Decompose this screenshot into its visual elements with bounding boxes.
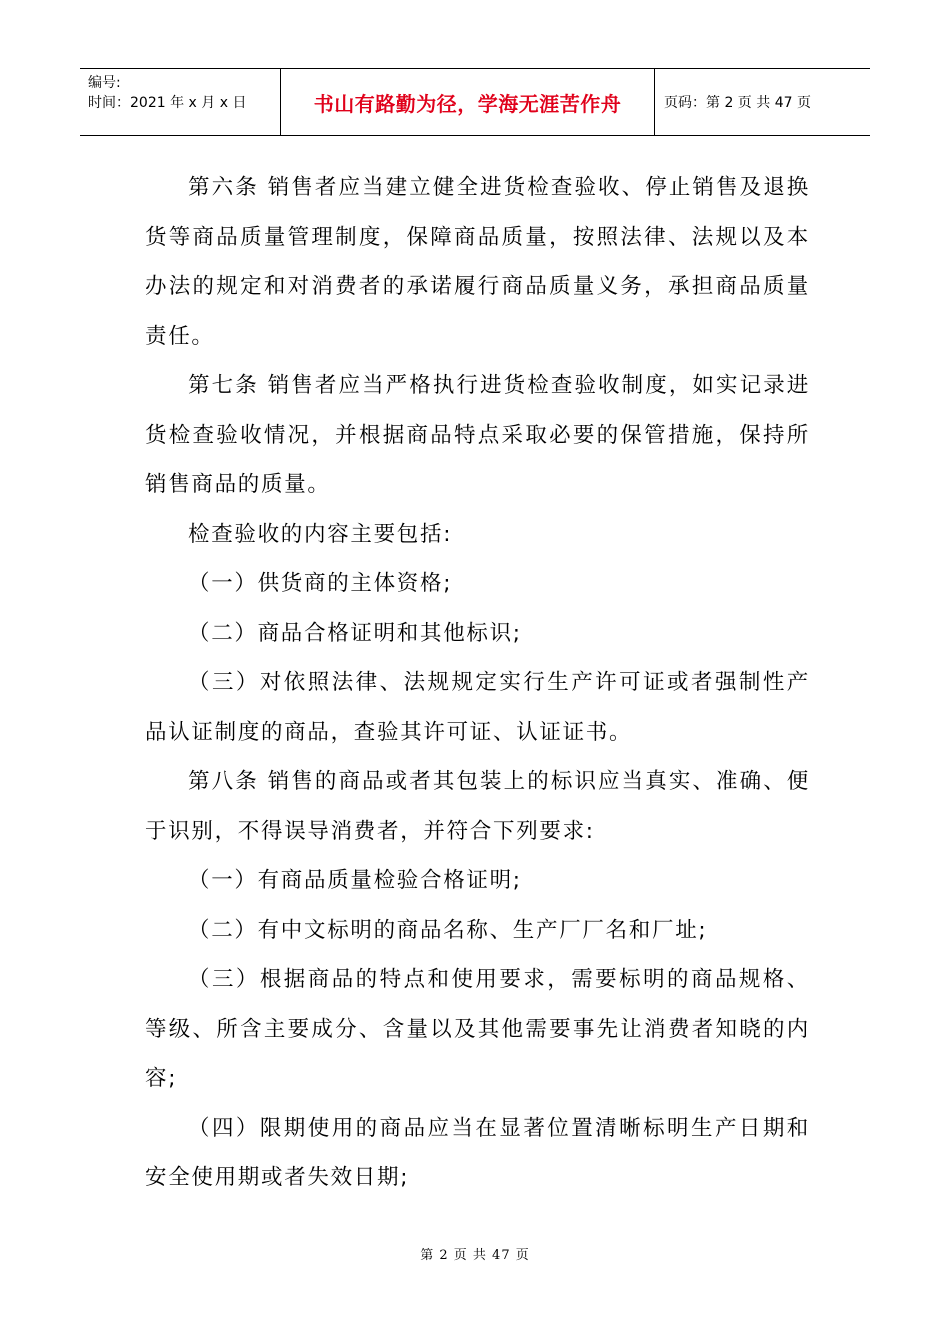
paragraph: 检查验收的内容主要包括: [188, 521, 453, 547]
header-motto-cell [281, 69, 655, 135]
header-meta [80, 69, 281, 135]
paragraph: （二）商品合格证明和其他标识; [188, 620, 522, 646]
page-header [80, 68, 870, 136]
header-motto: 书山有路勤为径，学海无涯苦作舟 [313, 91, 622, 116]
paragraph: （一）供货商的主体资格; [188, 571, 453, 596]
paragraph: （二）有中文标明的商品名称、生产厂厂名和厂址; [188, 917, 708, 943]
paragraph: 第八条 销售的商品或者其包装上的标识应当真实、准确、便于识别，不得误导消费者，并符合下列要求: [145, 769, 810, 844]
paragraph: （三）对依照法律、法规规定实行生产许可证或者强制性产品认证制度的商品，查验其许可证、认证证书。 [145, 670, 810, 745]
document-date: 时间：2021 年 x 月 x 日 [88, 95, 247, 111]
paragraph: （四）限期使用的商品应当在显著位置清晰标明生产日期和安全使用期或者失效日期; [145, 1115, 810, 1190]
document-number-label: 编号: [88, 75, 121, 91]
paragraph: 第七条 销售者应当严格执行进货检查验收制度，如实记录进货检查验收情况，并根据商品特点采取必要的保管措施，保持所销售商品的质量。 [145, 373, 810, 497]
header-page-info: 页码：第 2 页 共 47 页 [664, 95, 811, 111]
paragraph: （三）根据商品的特点和使用要求，需要标明的商品规格、等级、所含主要成分、含量以及其他需要事先让消费者知晓的内容; [145, 967, 810, 1091]
paragraph: （一）有商品质量检验合格证明; [188, 868, 522, 893]
page-footer: 第 2 页 共 47 页 [420, 1248, 530, 1263]
paragraph: 第六条 销售者应当建立健全进货检查验收、停止销售及退换货等商品质量管理制度，保障商品质量，按照法律、法规以及本办法的规定和对消费者的承诺履行商品质量义务，承担商品质量责任。 [145, 175, 810, 349]
document-body [145, 163, 810, 1203]
